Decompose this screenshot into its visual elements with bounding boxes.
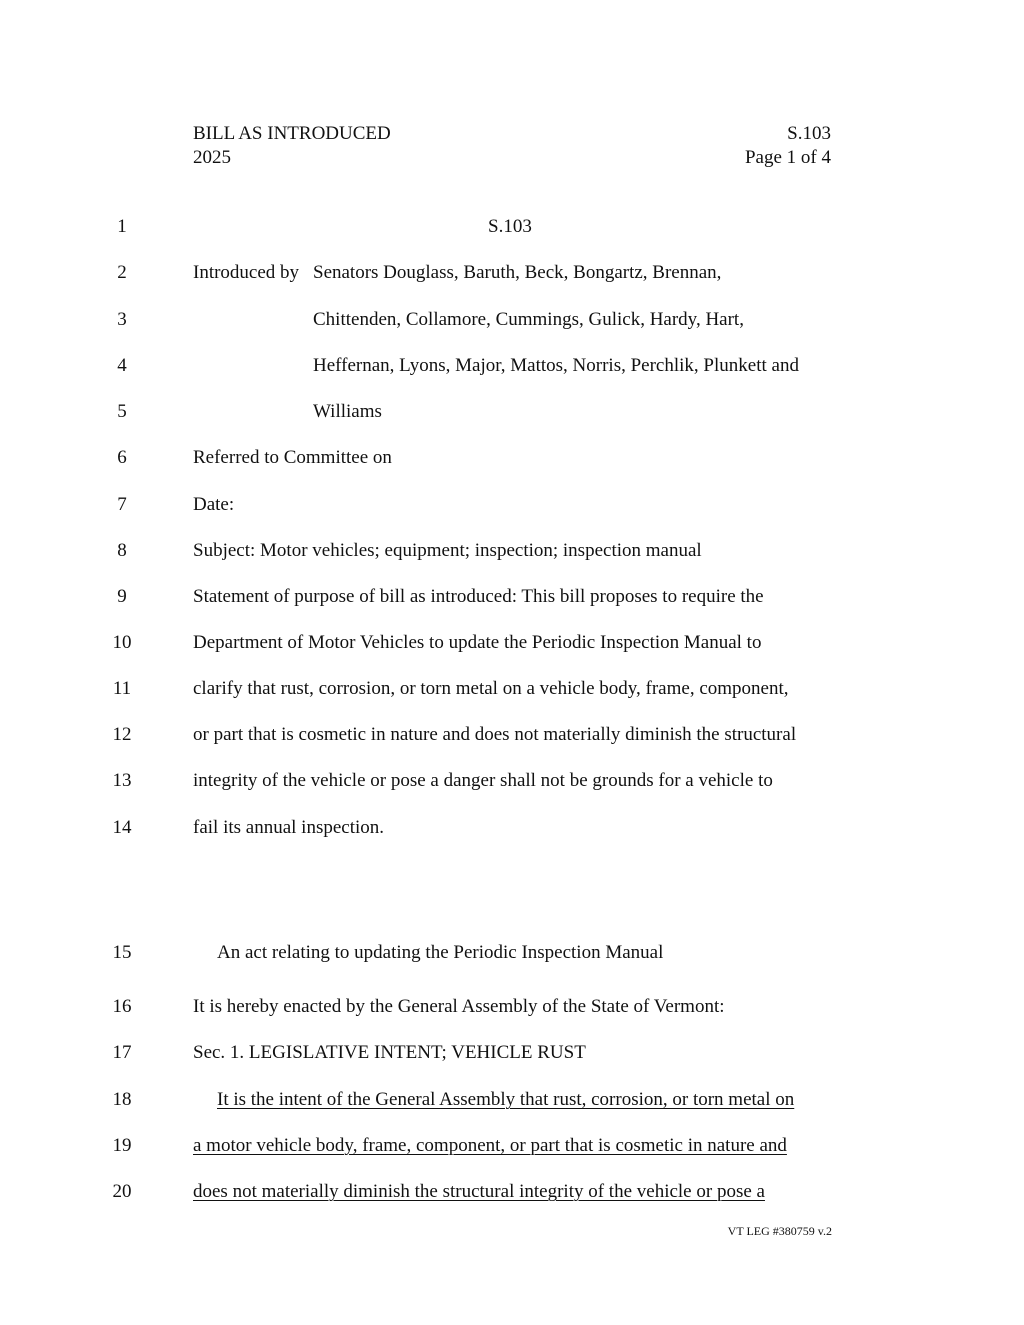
line-number: 20 xyxy=(112,1181,132,1202)
line-number: 18 xyxy=(112,1089,132,1110)
line-number: 15 xyxy=(112,942,132,963)
line-number: 1 xyxy=(117,216,127,237)
statement-of-purpose-line: clarify that rust, corrosion, or torn metal on a vehicle body, frame, component, xyxy=(193,678,789,699)
header-page-number: Page 1 of 4 xyxy=(744,147,831,168)
line-number: 4 xyxy=(117,355,127,376)
date-label: Date: xyxy=(193,494,235,515)
introduced-by-label: Introduced by xyxy=(193,262,300,283)
statement-of-purpose-line: Department of Motor Vehicles to update the Periodic Inspection Manual to xyxy=(193,632,762,653)
line-number: 9 xyxy=(117,586,127,607)
sponsors-line: Senators Douglass, Baruth, Beck, Bongartz, Brennan, xyxy=(313,262,722,283)
line-number: 14 xyxy=(112,817,132,838)
act-title: An act relating to updating the Periodic Inspection Manual xyxy=(217,942,664,963)
line-number: 6 xyxy=(117,447,127,468)
line-number: 12 xyxy=(112,724,132,745)
statement-of-purpose-line: fail its annual inspection. xyxy=(193,817,385,838)
statement-of-purpose-line: integrity of the vehicle or pose a danger shall not be grounds for a vehicle to xyxy=(193,770,773,791)
statement-of-purpose-line: Statement of purpose of bill as introduced: This bill proposes to require the xyxy=(193,586,764,607)
line-number: 3 xyxy=(117,309,127,330)
header-bill-number: S.103 xyxy=(787,123,831,144)
line-number: 8 xyxy=(117,540,127,561)
line-number: 7 xyxy=(117,494,127,515)
referred-to-committee: Referred to Committee on xyxy=(193,447,392,468)
statement-of-purpose-line: or part that is cosmetic in nature and does not materially diminish the structural xyxy=(193,724,797,745)
section-text-line: does not materially diminish the structural integrity of the vehicle or pose a xyxy=(193,1181,765,1202)
sponsors-line: Williams xyxy=(313,401,382,422)
bill-title: S.103 xyxy=(488,216,532,237)
line-number: 11 xyxy=(112,678,132,699)
line-number: 17 xyxy=(112,1042,132,1063)
sponsors-line: Chittenden, Collamore, Cummings, Gulick, Hardy, Hart, xyxy=(313,309,744,330)
line-number: 13 xyxy=(112,770,132,791)
section-text-line: It is the intent of the General Assembly that rust, corrosion, or torn metal on xyxy=(217,1089,795,1110)
section-heading: Sec. 1. LEGISLATIVE INTENT; VEHICLE RUST xyxy=(193,1042,586,1063)
line-number: 10 xyxy=(112,632,132,653)
line-number: 16 xyxy=(112,996,132,1017)
header-bill-status: BILL AS INTRODUCED xyxy=(193,123,391,144)
enacting-clause: It is hereby enacted by the General Assembly of the State of Vermont: xyxy=(193,996,725,1017)
header-year: 2025 xyxy=(193,147,231,168)
footer-document-id: VT LEG #380759 v.2 xyxy=(727,1224,832,1238)
sponsors-line: Heffernan, Lyons, Major, Mattos, Norris, Perchlik, Plunkett and xyxy=(313,355,799,376)
subject-line: Subject: Motor vehicles; equipment; inspection; inspection manual xyxy=(193,540,702,561)
section-text-line: a motor vehicle body, frame, component, or part that is cosmetic in nature and xyxy=(193,1135,787,1156)
line-number: 2 xyxy=(117,262,127,283)
line-number: 5 xyxy=(117,401,127,422)
line-number: 19 xyxy=(112,1135,132,1156)
